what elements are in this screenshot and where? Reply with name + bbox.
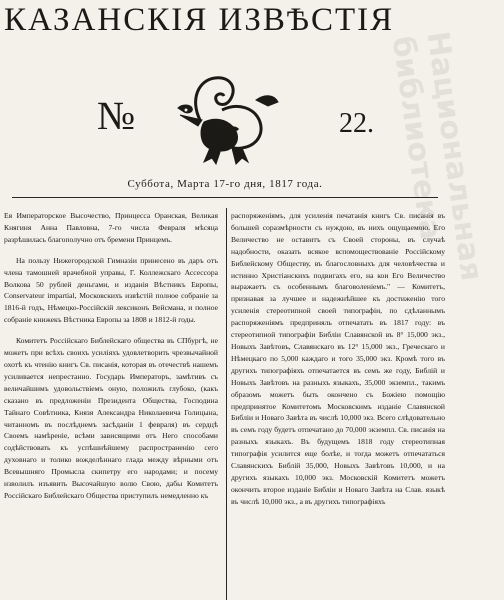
paragraph: Комитетъ Россійскаго Библейскаго общества въ СПбургѣ, не можетъ при всѣхъ своихъ усиліяхъ удовлетворить чрезвычайной охотѣ къ чтенію книгъ Св. писанія, которая въ отечествѣ нашемъ усиливается непрестанно. Государь Императоръ, замѣтивъ съ величайшимъ удовольствіемъ оную, положилъ глубоко, (какъ сказано въ предложеніи Президента Общества, Господина Тайнаго Совѣтника, Князя Александра Николаевича Голицына, читанномъ въ послѣднемъ засѣданіи 1 февраля) въ сердцѣ Своемъ намѣреніе, всѣми зависящими отъ Него способами содѣйствовать къ успѣшнѣйшему распространенію сего духовнаго и толико вожделѣннаго глада между вѣрными отъ Всевышняго Промысла скипетру его народами; и посему изволилъ изъявить Высочайшую волю Свою, дабы Комитетъ Россійскаго Библейскаго Общества приступилъ немедленно къ [4,336,218,500]
column-divider [226,208,227,600]
left-column [4,210,218,511]
dragon-emblem [160,60,285,170]
paragraph: распоряженіямъ, для усиленія печатанія книгъ Св. писанія въ большей соразмѣрности съ нуждою, въ нихъ ощущаемою. Его Величество не оставитъ съ Своей стороны, въ случаѣ надобности, оказать всякое вспомоществованіе Россійскому Библейскому Обществу, въ благословныхъ для человѣчества и истинно Христіанскихъ подвигахъ его, на кои Его Величество выражаетъ съ особеннымъ благоволеніемъ." — Комитетъ, признавая за лучшее и надежнѣйшее къ достиженію того усиленія стереотипной своей типографіи, по сдѣланнымъ распоряженіямъ предприняль отпечатать въ 1817 году: въ стереотипной типографіи Библіи Славянской въ 8° 15,000 экз., Новыхъ Завѣтовъ, Славянскаго въ 12° 15,000 экз., Греческаго и Нѣмецкаго по 5,000 каждаго и того 35,000 экз. Кромѣ того въ другихъ типографіяхъ отпечатается въ семъ же году, Библій и Новыхъ Завѣтовъ на разныхъ языкахъ, 35,000 экземпл., такимъ образомъ можетъ быть окончено съ Божіею помощію предпринятое Комитетомъ Московскимъ изданіе Славянской Библіи и Новаго Завѣта въ числѣ 10,000 экз. Всего слѣдовательно въ семъ году будетъ отпечатано до 70,000 экземпл. Св. писанія на разныхъ языкахъ. Въ будущемъ 1818 году стереотипная типографія усилится еще болѣе, и тогда можетъ отпечататься Славянскихъ Библій 35,000, Новыхъ Завѣтовъ 10,000, и на другихъ языкахъ 10,000 экз. Московскій Комитетъ можетъ окончить второе изданіе Библіи и Новаго Завѣта на Слав. языкѣ въ числѣ 10,000 экз., а въ другихъ типографіяхъ [231,211,445,506]
header-rule [12,197,438,198]
paragraph: На пользу Нижегородской Гимназіи принесено въ даръ отъ члена тамошней врачебной управы, Г. Коллежскаго Ассессора Волкова 50 рублей деньгами, и изданія Вѣстникъ Европы, Conservateur impartial, Московскихъ извѣстій полное собраніе за 1816-й годъ, Нѣмецко-Россійскій лексиконъ Вейсмана, и полное собраніе книжекъ Вѣстника Европы за 1808 и 1812-й годы. [4,255,218,325]
right-column [231,210,445,517]
issue-number: 22. [339,108,374,139]
paragraph: Ея Императорское Высочество, Принцесса Оранская, Великая Княгиня Анна Павловна, 7-го числа Февраля мѣсяца разрѣшилась благополучно отъ бремени Принцемъ. [4,211,218,244]
issue-number-label: № [97,93,136,138]
masthead-title: КАЗАНСКІЯ ИЗВѢСТІЯ [4,2,395,38]
library-watermark: Национальная библиотека [384,29,490,284]
dateline: Суббота, Марта 17-го дня, 1817 года. [127,178,323,190]
